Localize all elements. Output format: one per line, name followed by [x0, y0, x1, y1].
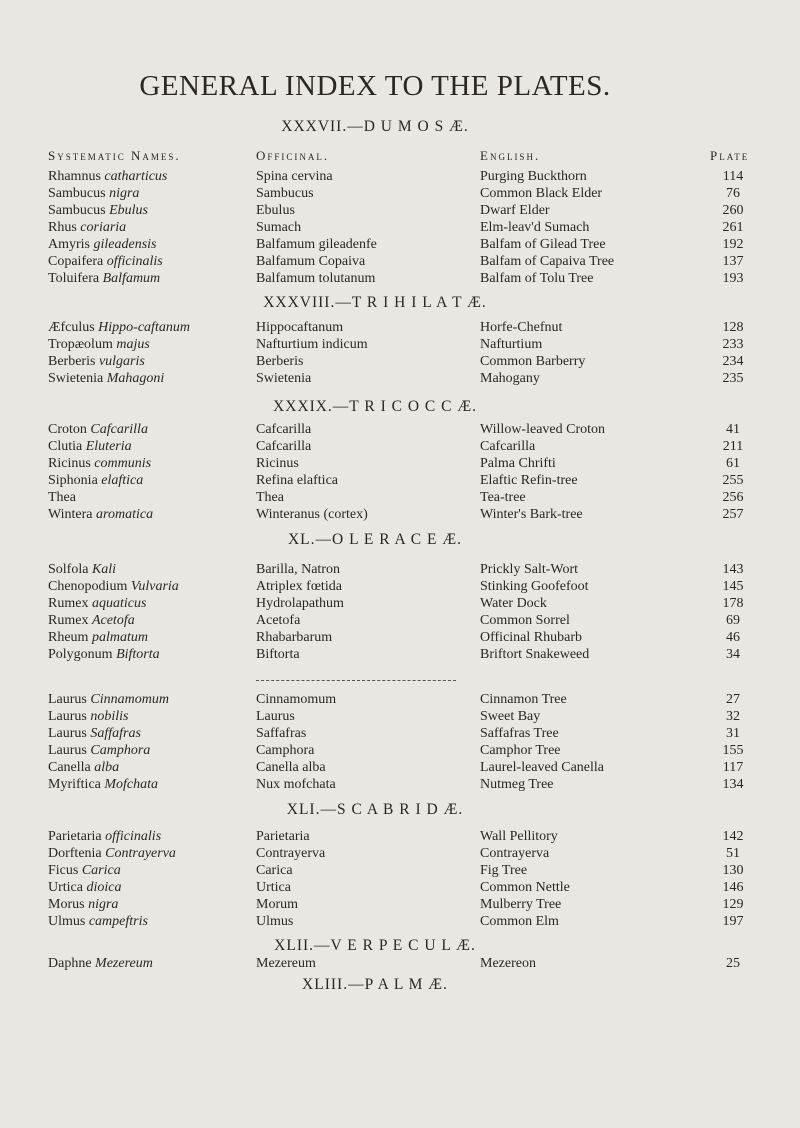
table-row [0, 760, 800, 777]
officinal-name: Winteranus (cortex) [256, 507, 368, 522]
systematic-name: Rumex Acetofa [48, 613, 135, 628]
officinal-name: Parietaria [256, 829, 310, 844]
plate-number: 31 [726, 726, 740, 741]
officinal-name: Swietenia [256, 371, 312, 386]
section-title-trihilatae: XXXVIII.—T R I H I L A T Æ. [263, 294, 487, 311]
section-title-dumosae: XXXVII.—D U M O S Æ. [281, 118, 469, 135]
english-name: Mulberry Tree [480, 897, 562, 912]
column-headers [0, 148, 800, 166]
systematic-name: Canella alba [48, 760, 120, 775]
plate-number: 114 [722, 169, 744, 184]
systematic-name: Clutia Eluteria [48, 439, 132, 454]
table-row [0, 169, 800, 186]
table-row [0, 630, 800, 647]
table-row [0, 490, 800, 507]
systematic-name: Sambucus nigra [48, 186, 140, 201]
systematic-name: Daphne Mezereum [48, 956, 153, 971]
table-row [0, 320, 800, 337]
plate-number: 145 [722, 579, 744, 594]
english-name: Balfam of Gilead Tree [480, 237, 606, 252]
english-name: Common Nettle [480, 880, 570, 895]
plate-number: 134 [722, 777, 744, 792]
officinal-name: Cafcarilla [256, 422, 312, 437]
systematic-name: Urtica dioica [48, 880, 122, 895]
plate-number: 51 [726, 846, 740, 861]
english-name: Common Elm [480, 914, 559, 929]
english-name: Willow-leaved Croton [480, 422, 606, 437]
english-name: Horfe-Chefnut [480, 320, 563, 335]
table-row [0, 186, 800, 203]
officinal-name: Cinnamomum [256, 692, 337, 707]
officinal-name: Balfamum gileadenfe [256, 237, 377, 252]
officinal-name: Contrayerva [256, 846, 326, 861]
plate-number: 142 [722, 829, 744, 844]
plate-number: 197 [722, 914, 744, 929]
plate-number: 235 [722, 371, 744, 386]
systematic-name: Rheum palmatum [48, 630, 148, 645]
plate-number: 255 [722, 473, 744, 488]
plate-number: 129 [722, 897, 744, 912]
officinal-name: Sambucus [256, 186, 314, 201]
plate-number: 61 [726, 456, 740, 471]
english-name: Balfam of Tolu Tree [480, 271, 594, 286]
plate-number: 211 [722, 439, 744, 454]
plate-number: 34 [726, 647, 740, 662]
systematic-name: Amyris gileadensis [48, 237, 157, 252]
plate-number: 25 [726, 956, 740, 971]
english-name: Mahogany [480, 371, 540, 386]
systematic-name: Dorftenia Contrayerva [48, 846, 176, 861]
table-row [0, 203, 800, 220]
systematic-name: Laurus Saffafras [48, 726, 141, 741]
english-name: Prickly Salt-Wort [480, 562, 579, 577]
english-name: Nafturtium [480, 337, 543, 352]
systematic-name: Rumex aquaticus [48, 596, 147, 611]
systematic-name: Siphonia elaftica [48, 473, 144, 488]
systematic-name: Ulmus campeftris [48, 914, 148, 929]
english-name: Briftort Snakeweed [480, 647, 590, 662]
plate-number: 130 [722, 863, 744, 878]
officinal-name: Balfamum Copaiva [256, 254, 366, 269]
plate-number: 143 [722, 562, 744, 577]
english-name: Camphor Tree [480, 743, 561, 758]
english-name: Tea-tree [480, 490, 526, 505]
section-title-palmae: XLIII.—P A L M Æ. [302, 976, 448, 993]
table-row [0, 562, 800, 579]
plate-number: 260 [722, 203, 744, 218]
officinal-name: Canella alba [256, 760, 326, 775]
section-title-oleraceae: XL.—O L E R A C E Æ. [287, 531, 462, 548]
table-row [0, 337, 800, 354]
officinal-name: Nafturtium indicum [256, 337, 368, 352]
systematic-name: Tropæolum majus [48, 337, 150, 352]
english-name: Elm-leav'd Sumach [480, 220, 590, 235]
systematic-name: Ficus Carica [48, 863, 121, 878]
plate-number: 117 [722, 760, 744, 775]
english-name: Wall Pellitory [480, 829, 558, 844]
section-title-verpeculae: XLII.—V E R P E C U L Æ. [274, 937, 476, 954]
table-row [0, 439, 800, 456]
systematic-name: Laurus Camphora [48, 743, 151, 758]
plate-number: 69 [726, 613, 740, 628]
english-name: Elaftic Refin-tree [480, 473, 578, 488]
systematic-name: Croton Cafcarilla [48, 422, 148, 437]
table-row [0, 743, 800, 760]
page-title: GENERAL INDEX TO THE PLATES. [139, 70, 611, 102]
english-name: Fig Tree [480, 863, 528, 878]
plate-number: 41 [726, 422, 740, 437]
officinal-name: Balfamum tolutanum [256, 271, 376, 286]
officinal-name: Laurus [256, 709, 295, 724]
table-row [0, 271, 800, 288]
table-row [0, 507, 800, 524]
officinal-name: Ebulus [256, 203, 295, 218]
table-row [0, 692, 800, 709]
systematic-name: Polygonum Biftorta [48, 647, 160, 662]
plate-number: 128 [722, 320, 744, 335]
officinal-name: Ricinus [256, 456, 299, 471]
officinal-name: Atriplex fœtida [256, 579, 342, 594]
systematic-name: Copaifera officinalis [48, 254, 163, 269]
officinal-name: Thea [256, 490, 284, 505]
systematic-name: Rhamnus catharticus [48, 169, 168, 184]
table-row [0, 914, 800, 931]
officinal-name: Hydrolapathum [256, 596, 344, 611]
plate-number: 146 [722, 880, 744, 895]
english-name: Winter's Bark-tree [480, 507, 583, 522]
officinal-name: Acetofa [256, 613, 301, 628]
plate-number: 192 [722, 237, 744, 252]
table-row [0, 354, 800, 371]
plate-number: 256 [722, 490, 744, 505]
officinal-name: Ulmus [256, 914, 294, 929]
english-name: Laurel-leaved Canella [480, 760, 604, 775]
table-row [0, 956, 800, 973]
officinal-name: Hippocaftanum [256, 320, 344, 335]
systematic-name: Laurus nobilis [48, 709, 129, 724]
english-name: Cafcarilla [480, 439, 536, 454]
english-name: Mezereon [480, 956, 536, 971]
english-name: Saffafras Tree [480, 726, 559, 741]
systematic-name: Solfola Kali [48, 562, 117, 577]
header-systematic: Systematic Names. [48, 148, 181, 163]
officinal-name: Saffafras [256, 726, 307, 741]
plate-number: 261 [722, 220, 744, 235]
systematic-name: Laurus Cinnamomum [48, 692, 169, 707]
plate-number: 46 [726, 630, 740, 645]
table-row [0, 456, 800, 473]
plate-number: 32 [726, 709, 740, 724]
systematic-name: Parietaria officinalis [48, 829, 162, 844]
header-plate: Plate [710, 148, 750, 163]
plate-number: 76 [726, 186, 740, 201]
officinal-name: Morum [256, 897, 298, 912]
systematic-name: Myriftica Mofchata [48, 777, 159, 792]
english-name: Palma Chrifti [480, 456, 556, 471]
english-name: Water Dock [480, 596, 547, 611]
systematic-name: Swietenia Mahagoni [48, 371, 165, 386]
plate-number: 27 [726, 692, 740, 707]
english-name: Stinking Goofefoot [480, 579, 589, 594]
plate-number: 137 [722, 254, 744, 269]
english-name: Nutmeg Tree [480, 777, 554, 792]
officinal-name: Camphora [256, 743, 315, 758]
officinal-name: Cafcarilla [256, 439, 312, 454]
table-row [0, 473, 800, 490]
officinal-name: Berberis [256, 354, 304, 369]
systematic-name: Morus nigra [48, 897, 119, 912]
officinal-name: Carica [256, 863, 293, 878]
officinal-name: Urtica [256, 880, 291, 895]
table-row [0, 596, 800, 613]
table-row [0, 371, 800, 388]
table-row [0, 237, 800, 254]
table-row [0, 422, 800, 439]
section-title-tricoccae: XXXIX.—T R I C O C C Æ. [273, 398, 477, 415]
table-row [0, 709, 800, 726]
english-name: Dwarf Elder [480, 203, 550, 218]
plate-number: 193 [722, 271, 744, 286]
table-row [0, 863, 800, 880]
header-english: English. [480, 148, 541, 163]
table-row [0, 254, 800, 271]
english-name: Sweet Bay [480, 709, 541, 724]
english-name: Common Sorrel [480, 613, 570, 628]
table-row [0, 220, 800, 237]
english-name: Officinal Rhubarb [480, 630, 582, 645]
plate-number: 178 [722, 596, 744, 611]
dashed-divider [256, 680, 456, 681]
section-title-scabridae: XLI.—S C A B R I D Æ. [286, 801, 464, 818]
officinal-name: Barilla, Natron [256, 562, 340, 577]
systematic-name: Æfculus Hippo-caftanum [48, 320, 190, 335]
english-name: Balfam of Capaiva Tree [480, 254, 615, 269]
systematic-name: Wintera aromatica [48, 507, 154, 522]
table-row [0, 897, 800, 914]
english-name: Cinnamon Tree [480, 692, 567, 707]
officinal-name: Refina elaftica [256, 473, 339, 488]
table-row [0, 829, 800, 846]
table-row [0, 726, 800, 743]
systematic-name: Ricinus communis [48, 456, 152, 471]
english-name: Common Black Elder [480, 186, 603, 201]
english-name: Common Barberry [480, 354, 586, 369]
table-row [0, 777, 800, 794]
systematic-name: Berberis vulgaris [48, 354, 145, 369]
officinal-name: Spina cervina [256, 169, 333, 184]
officinal-name: Biftorta [256, 647, 300, 662]
plate-number: 155 [722, 743, 744, 758]
table-row [0, 647, 800, 664]
officinal-name: Mezereum [256, 956, 316, 971]
systematic-name: Sambucus Ebulus [48, 203, 148, 218]
plate-number: 234 [722, 354, 744, 369]
officinal-name: Rhabarbarum [256, 630, 333, 645]
english-name: Contrayerva [480, 846, 550, 861]
table-row [0, 880, 800, 897]
plate-number: 257 [722, 507, 744, 522]
systematic-name: Rhus coriaria [48, 220, 127, 235]
header-officinal: Officinal. [256, 148, 330, 163]
systematic-name: Thea [48, 490, 76, 505]
table-row [0, 846, 800, 863]
plate-number: 233 [722, 337, 744, 352]
table-row [0, 579, 800, 596]
table-row [0, 613, 800, 630]
officinal-name: Sumach [256, 220, 302, 235]
officinal-name: Nux mofchata [256, 777, 336, 792]
systematic-name: Toluifera Balfamum [48, 271, 161, 286]
systematic-name: Chenopodium Vulvaria [48, 579, 179, 594]
english-name: Purging Buckthorn [480, 169, 587, 184]
